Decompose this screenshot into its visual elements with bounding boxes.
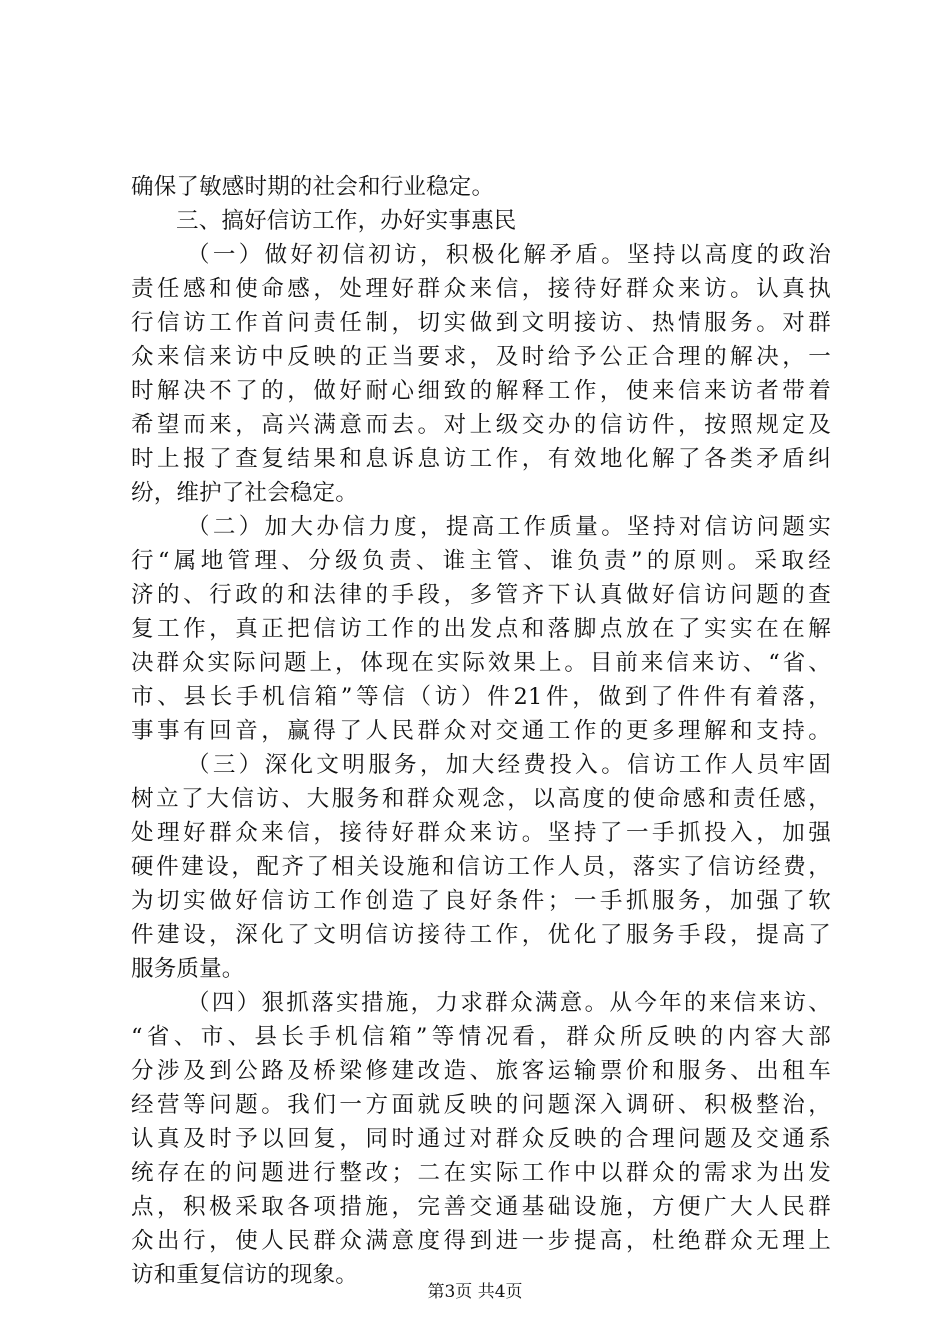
- text-line: 行“属地管理、分级负责、谁主管、谁负责”的原则。采取经: [131, 548, 831, 574]
- text-line: 决群众实际问题上，体现在实际效果上。目前来信来访、“省、: [131, 650, 831, 676]
- page-footer: 第3页 共4页: [427, 1282, 523, 1302]
- text-line: 市、县长手机信箱”等信（访）件21件，做到了件件有着落，: [131, 684, 831, 710]
- document-body: [131, 170, 831, 1292]
- text-line: 众出行，使人民群众满意度得到进一步提高，杜绝群众无理上: [131, 1228, 831, 1254]
- text-line: 统存在的问题进行整改；二在实际工作中以群众的需求为出发: [131, 1160, 831, 1186]
- text-line: 处理好群众来信，接待好群众来访。坚持了一手抓投入，加强: [131, 820, 831, 846]
- text-line: 经营等问题。我们一方面就反映的问题深入调研、积极整治，: [131, 1092, 831, 1118]
- text-line: 点，积极采取各项措施，完善交通基础设施，方便广大人民群: [131, 1194, 831, 1220]
- text-line: 济的、行政的和法律的手段，多管齐下认真做好信访问题的查: [131, 582, 831, 608]
- text-line: 复工作，真正把信访工作的出发点和落脚点放在了实实在在解: [131, 616, 831, 642]
- text-line: 行信访工作首问责任制，切实做到文明接访、热情服务。对群: [131, 310, 831, 336]
- text-line: 树立了大信访、大服务和群众观念，以高度的使命感和责任感，: [131, 786, 831, 812]
- text-line: 希望而来，高兴满意而去。对上级交办的信访件，按照规定及: [131, 412, 831, 438]
- text-line: 服务质量。: [131, 956, 245, 982]
- paragraph-start: （二）加大办信力度，提高工作质量。坚持对信访问题实: [187, 514, 831, 540]
- text-line: 件建设，深化了文明信访接待工作，优化了服务手段，提高了: [131, 922, 831, 948]
- text-line: 访和重复信访的现象。: [131, 1262, 359, 1288]
- text-line: 事事有回音，赢得了人民群众对交通工作的更多理解和支持。: [131, 718, 831, 744]
- paragraph-start: （一）做好初信初访，积极化解矛盾。坚持以高度的政治: [187, 242, 831, 268]
- section-heading: 三、搞好信访工作，办好实事惠民: [176, 208, 517, 234]
- text-line: 责任感和使命感，处理好群众来信，接待好群众来访。认真执: [131, 276, 831, 302]
- paragraph-start: （四）狠抓落实措施，力求群众满意。从今年的来信来访、: [187, 990, 831, 1016]
- text-line: 纷，维护了社会稳定。: [131, 480, 359, 506]
- text-line: 认真及时予以回复，同时通过对群众反映的合理问题及交通系: [131, 1126, 831, 1152]
- text-line: 时解决不了的，做好耐心细致的解释工作，使来信来访者带着: [131, 378, 831, 404]
- text-line: 众来信来访中反映的正当要求，及时给予公正合理的解决，一: [131, 344, 831, 370]
- text-line: 硬件建设，配齐了相关设施和信访工作人员，落实了信访经费，: [131, 854, 831, 880]
- text-line: 时上报了查复结果和息诉息访工作，有效地化解了各类矛盾纠: [131, 446, 831, 472]
- paragraph-start: （三）深化文明服务，加大经费投入。信访工作人员牢固: [187, 752, 831, 778]
- text-line: “省、市、县长手机信箱”等情况看，群众所反映的内容大部: [131, 1024, 831, 1050]
- text-line: 分涉及到公路及桥梁修建改造、旅客运输票价和服务、出租车: [131, 1058, 831, 1084]
- text-line: 为切实做好信访工作创造了良好条件；一手抓服务，加强了软: [131, 888, 831, 914]
- text-line: 确保了敏感时期的社会和行业稳定。: [131, 174, 495, 200]
